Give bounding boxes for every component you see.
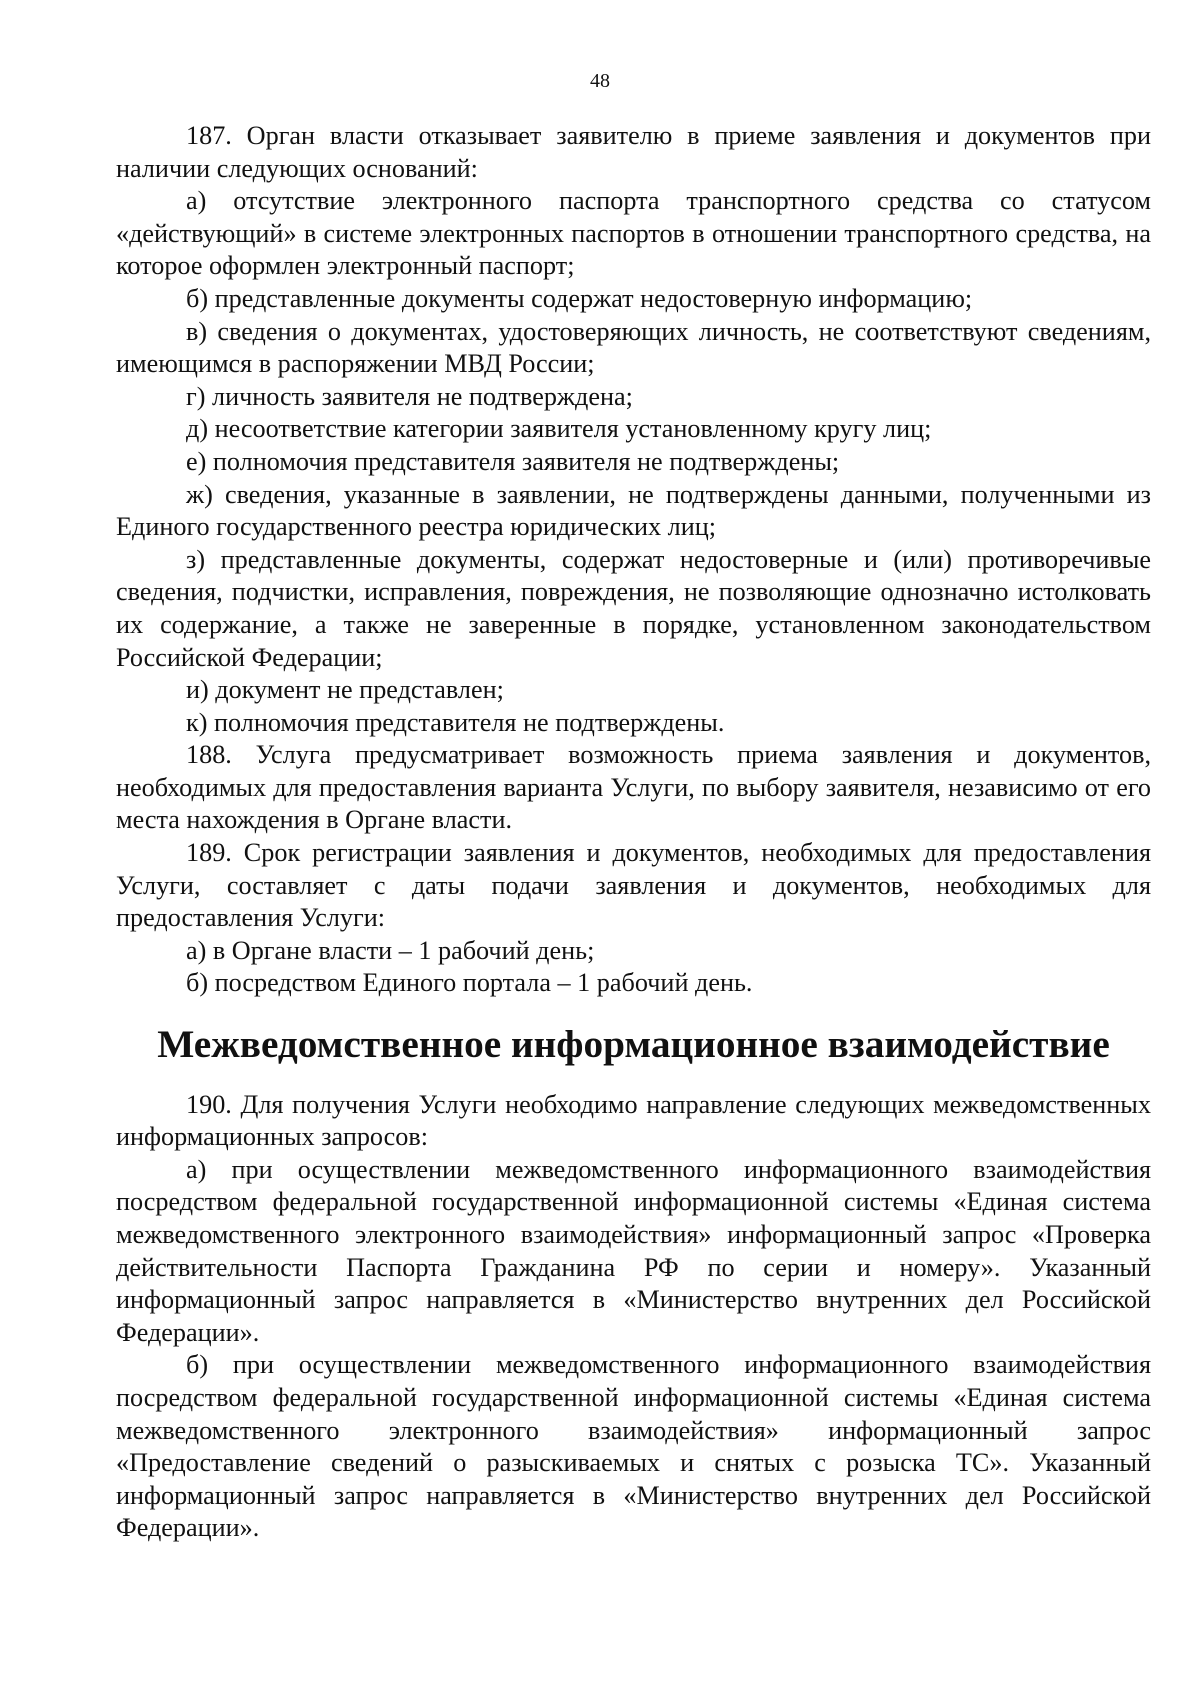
list-item-190-b: б) при осуществлении межведомственного информационного взаимодействия посредством федеральной государственной информационной системы «Единая система межведомственного электронного взаимодействия» информационный запрос «Предоставление сведений о разыскиваемых и снятых с розыска ТС». Указанный информационный запрос направляется в «Министерство внутренних дел Российской Федерации». [116,1350,1151,1543]
list-item-187-zh: ж) сведения, указанные в заявлении, не подтверждены данными, полученными из Единого государственного реестра юридических лиц; [116,479,1151,542]
list-item-187-k: к) полномочия представителя не подтверждены. [186,707,725,737]
section-heading: Межведомственное информационное взаимодействие [157,1022,1110,1067]
paragraph-190: 190. Для получения Услуги необходимо направление следующих межведомственных информационных запросов: [116,1089,1151,1152]
paragraph-188: 188. Услуга предусматривает возможность приема заявления и документов, необходимых для предоставления варианта Услуги, по выбору заявителя, независимо от его места нахождения в Органе власти. [116,740,1151,835]
list-item-187-b: б) представленные документы содержат недостоверную информацию; [186,283,973,313]
list-item-189-b: б) посредством Единого портала – 1 рабочий день. [186,968,753,998]
paragraph-187: 187. Орган власти отказывает заявителю в приеме заявления и документов при наличии следующих оснований: [116,121,1151,183]
paragraph-189: 189. Срок регистрации заявления и документов, необходимых для предоставления Услуги, составляет с даты подачи заявления и документов, необходимых для предоставления Услуги: [116,838,1151,933]
list-item-187-z: з) представленные документы, содержат недостоверные и (или) противоречивые сведения, подчистки, исправления, повреждения, не позволяющие однозначно истолковать их содержание, а также не заверенные в порядке, установленном законодательством Российской Федерации; [116,544,1151,672]
list-item-189-a: а) в Органе власти – 1 рабочий день; [186,935,595,965]
list-item-190-a: а) при осуществлении межведомственного информационного взаимодействия посредством федеральной государственной информационной системы «Единая система межведомственного электронного взаимодействия» информационный запрос «Проверка действительности Паспорта Гражданина РФ по серии и номеру». Указанный информационный запрос направляется в «Министерство внутренних дел Российской Федерации». [116,1154,1151,1347]
page-number: 48 [590,70,610,92]
list-item-187-v: в) сведения о документах, удостоверяющих личность, не соответствуют сведениям, имеющимся в распоряжении МВД России; [116,316,1151,379]
list-item-187-g: г) личность заявителя не подтверждена; [186,381,633,411]
list-item-187-e: е) полномочия представителя заявителя не подтверждены; [186,446,840,476]
document-body [116,120,1151,1545]
list-item-187-a: а) отсутствие электронного паспорта транспортного средства со статусом «действующий» в системе электронных паспортов в отношении транспортного средства, на которое оформлен электронный паспорт; [116,186,1151,281]
list-item-187-i: и) документ не представлен; [186,675,504,705]
list-item-187-d: д) несоответствие категории заявителя установленному кругу лиц; [186,414,932,444]
